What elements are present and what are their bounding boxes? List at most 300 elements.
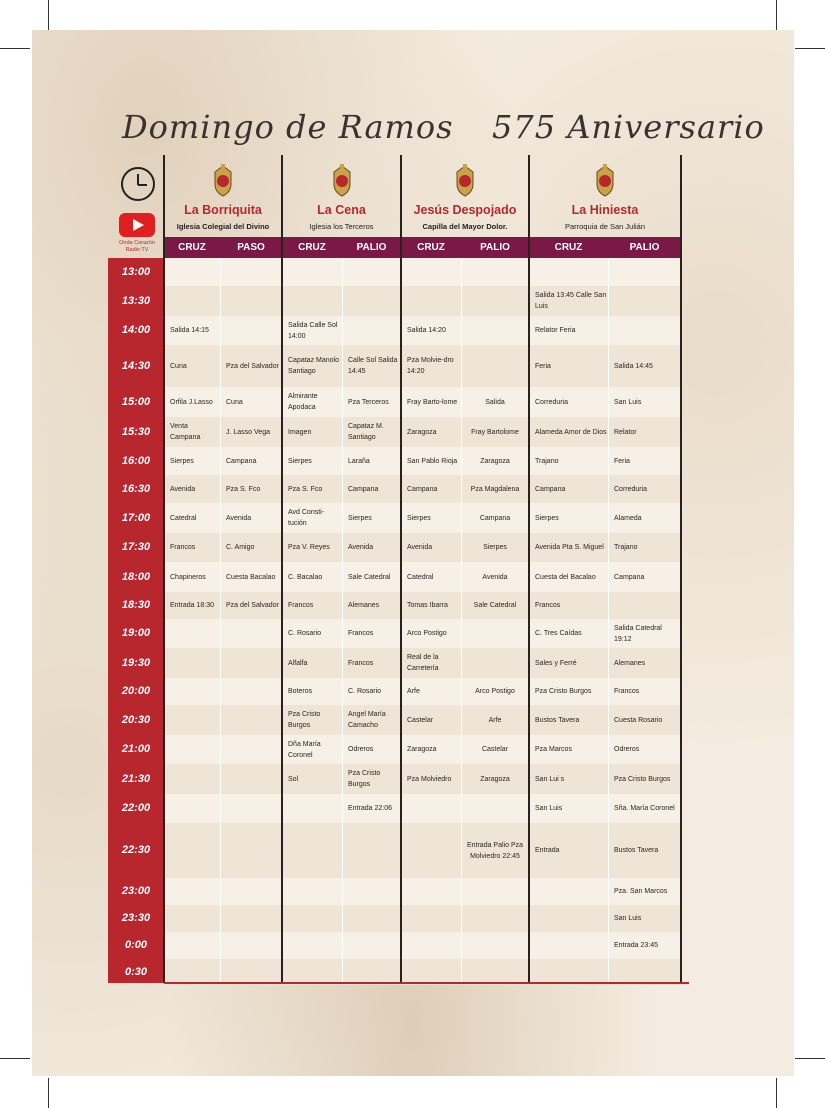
- schedule-cell: [401, 345, 461, 387]
- schedule-cell: [529, 447, 608, 475]
- schedule-cell: [164, 345, 220, 387]
- time-label: 15:00: [121, 396, 151, 408]
- cell-text: Alemanes: [348, 602, 380, 609]
- column-header: CRUZ: [554, 242, 583, 253]
- schedule-cell: [220, 905, 282, 932]
- cell-text: Entrada Palio Pza Molviedro 22:45: [466, 841, 524, 860]
- schedule-cell: [220, 447, 282, 475]
- schedule-cell: [608, 316, 681, 345]
- time-label: 16:30: [121, 483, 151, 495]
- cell-text: Correduria: [535, 398, 569, 406]
- cell-text: C. Rosario: [348, 688, 382, 695]
- cell-text: Capataz Manolo Santiago: [288, 357, 339, 375]
- cell-text: Salida 14:45: [614, 362, 653, 370]
- schedule-cell: [461, 592, 529, 619]
- cell-text: Venta Campana: [170, 423, 201, 441]
- cell-text: Sales y Ferré: [535, 659, 577, 667]
- cell-text: Sale Catedral: [348, 573, 391, 581]
- schedule-cell: [608, 345, 681, 387]
- cell-text: Campana: [614, 573, 645, 581]
- cell-text: Alfalfa: [288, 659, 308, 667]
- schedule-cell: [401, 475, 461, 503]
- schedule-cell: [529, 794, 608, 823]
- schedule-cell: [342, 387, 401, 417]
- schedule-cell: [220, 475, 282, 503]
- schedule-cell: [220, 764, 282, 794]
- time-label: 13:30: [121, 295, 151, 307]
- schedule-cell: [220, 678, 282, 705]
- schedule-cell: [401, 678, 461, 705]
- schedule-cell: [401, 316, 461, 345]
- cell-text: Trajano: [614, 544, 638, 551]
- cell-text: Francos: [348, 630, 374, 637]
- cell-text: Avenida: [226, 514, 252, 522]
- schedule-cell: [282, 735, 342, 764]
- crop-mark: [795, 1058, 825, 1059]
- schedule-cell: [529, 475, 608, 503]
- cell-text: Odreros: [348, 746, 374, 753]
- brotherhood-divider: [400, 155, 402, 983]
- brotherhood-emblem-icon: [591, 164, 619, 198]
- column-header: PASO: [237, 242, 265, 253]
- cell-text: C. Rosario: [288, 630, 322, 637]
- schedule-cell: [461, 475, 529, 503]
- schedule-cell: [164, 533, 220, 562]
- youtube-icon[interactable]: [119, 213, 155, 237]
- schedule-cell: [608, 648, 681, 678]
- brotherhood-divider: [680, 155, 682, 983]
- cell-text: Pza Terceros: [348, 398, 389, 406]
- anniversary-title: 575 Aniversario: [492, 108, 765, 146]
- schedule-cell: [461, 648, 529, 678]
- schedule-cell: [342, 794, 401, 823]
- schedule-cell: [342, 417, 401, 447]
- schedule-cell: [461, 735, 529, 764]
- column-separator: [608, 258, 609, 983]
- schedule-cell: [342, 562, 401, 592]
- brotherhood-emblem-icon: [451, 164, 479, 198]
- schedule-cell: [529, 387, 608, 417]
- cell-text: Calle Sol Salida 14:45: [348, 357, 398, 375]
- cell-text: Cuesta Bacalao: [226, 573, 276, 581]
- schedule-cell: [608, 533, 681, 562]
- schedule-cell: [529, 286, 608, 316]
- schedule-cell: [282, 387, 342, 417]
- crop-mark: [48, 1078, 49, 1108]
- cell-text: Orfila J.Lasso: [170, 398, 213, 406]
- time-label: 20:00: [121, 685, 151, 697]
- time-label: 21:30: [121, 773, 151, 785]
- schedule-cell: [608, 258, 681, 286]
- cell-text: San Luis: [614, 398, 642, 406]
- schedule-cell: [342, 503, 401, 533]
- cell-text: Catedral: [407, 573, 434, 581]
- crop-mark: [776, 1078, 777, 1108]
- schedule-cell: [220, 387, 282, 417]
- schedule-cell: [342, 316, 401, 345]
- cell-text: Tomas Ibarra: [407, 602, 448, 609]
- crop-mark: [0, 48, 30, 49]
- schedule-cell: [461, 286, 529, 316]
- schedule-cell: [282, 678, 342, 705]
- schedule-cell: [401, 705, 461, 735]
- column-header: PALIO: [629, 242, 660, 253]
- schedule-cell: [282, 316, 342, 345]
- schedule-cell: [282, 823, 342, 878]
- cell-text: Arfe: [488, 716, 502, 724]
- schedule-cell: [608, 764, 681, 794]
- cell-text: Fray Bartolome: [471, 428, 519, 436]
- schedule-cell: [342, 475, 401, 503]
- schedule-cell: [401, 592, 461, 619]
- cell-text: Castelar: [407, 716, 434, 724]
- schedule-cell: [282, 286, 342, 316]
- schedule-cell: [401, 905, 461, 932]
- cell-text: Sierpes: [288, 457, 312, 465]
- schedule-cell: [529, 316, 608, 345]
- schedule-cell: [164, 387, 220, 417]
- cell-text: Correduria: [614, 485, 648, 493]
- schedule-cell: [164, 417, 220, 447]
- cell-text: Relator Feria: [535, 327, 576, 334]
- time-label: 19:30: [121, 657, 151, 669]
- schedule-cell: [342, 286, 401, 316]
- schedule-cell: [164, 735, 220, 764]
- schedule-cell: [608, 735, 681, 764]
- schedule-cell: [529, 678, 608, 705]
- radio-label-line2: Radio TV: [125, 247, 149, 253]
- schedule-cell: [461, 562, 529, 592]
- schedule-cell: [461, 258, 529, 286]
- schedule-cell: [461, 387, 529, 417]
- cell-text: Arfe: [407, 688, 420, 695]
- cell-text: Avd Consti-tución: [288, 509, 325, 527]
- schedule-cell: [282, 878, 342, 905]
- schedule-cell: [342, 735, 401, 764]
- cell-text: Alameda: [614, 514, 642, 522]
- cell-text: Pza S. Fco: [226, 485, 261, 493]
- schedule-cell: [461, 678, 529, 705]
- schedule-cell: [529, 503, 608, 533]
- schedule-cell: [608, 592, 681, 619]
- cell-text: Zaragoza: [480, 457, 510, 465]
- schedule-cell: [401, 932, 461, 959]
- schedule-cell: [529, 345, 608, 387]
- cell-text: Odreros: [614, 746, 640, 753]
- schedule-cell: [461, 417, 529, 447]
- schedule-cell: [529, 592, 608, 619]
- cell-text: Alemanes: [614, 659, 646, 667]
- schedule-cell: [401, 562, 461, 592]
- schedule-cell: [164, 562, 220, 592]
- schedule-cell: [401, 503, 461, 533]
- schedule-cell: [529, 258, 608, 286]
- schedule-cell: [608, 705, 681, 735]
- schedule-cell: [342, 705, 401, 735]
- cell-text: Campana: [535, 485, 566, 493]
- schedule-cell: [342, 878, 401, 905]
- schedule-cell: [401, 447, 461, 475]
- cell-text: Feria: [535, 362, 551, 370]
- cell-text: Entrada 23:45: [614, 942, 658, 949]
- cell-text: Avenida: [348, 544, 374, 551]
- schedule-cell: [220, 258, 282, 286]
- cell-text: Entrada 22:06: [348, 805, 392, 812]
- radio-label: [112, 240, 162, 254]
- schedule-cell: [529, 705, 608, 735]
- time-label: 20:30: [121, 714, 151, 726]
- cell-text: Dña María Coronel: [288, 740, 321, 759]
- cell-text: Salida: [485, 398, 505, 406]
- cell-text: Sol: [288, 775, 299, 783]
- schedule-cell: [608, 878, 681, 905]
- cell-text: Pza Cristo Burgos: [614, 775, 671, 783]
- time-label: 14:30: [121, 360, 151, 372]
- cell-text: Catedral: [170, 514, 197, 522]
- time-label: 0:30: [124, 966, 148, 978]
- cell-text: Sierpes: [170, 457, 194, 465]
- cell-text: Francos: [170, 544, 196, 551]
- cell-text: Relator: [614, 428, 637, 436]
- schedule-cell: [401, 878, 461, 905]
- schedule-cell: [608, 562, 681, 592]
- cell-text: Sierpes: [407, 514, 431, 522]
- schedule-cell: [608, 447, 681, 475]
- column-header: CRUZ: [178, 242, 206, 253]
- schedule-cell: [282, 705, 342, 735]
- schedule-cell: [164, 316, 220, 345]
- cell-text: Avenida: [407, 544, 433, 551]
- time-label: 19:00: [121, 627, 151, 639]
- column-separator: [220, 258, 221, 983]
- cell-text: Imagen: [288, 428, 312, 436]
- schedule-cell: [461, 316, 529, 345]
- schedule-cell: [282, 764, 342, 794]
- schedule-cell: [608, 905, 681, 932]
- time-label: 17:00: [121, 512, 151, 524]
- cell-text: San Luis: [614, 915, 642, 922]
- cell-text: Laraña: [348, 457, 370, 465]
- cell-text: Boteros: [288, 688, 313, 695]
- cell-text: Zaragoza: [480, 775, 510, 783]
- cell-text: Francos: [614, 688, 640, 695]
- cell-text: Bustos Tavera: [535, 716, 580, 724]
- brotherhood-emblem-icon: [328, 164, 356, 198]
- cell-text: C. Amigo: [226, 544, 255, 551]
- cell-text: Pza. San Marcos: [614, 888, 668, 895]
- schedule-cell: [608, 932, 681, 959]
- schedule-cell: [608, 794, 681, 823]
- schedule-cell: [282, 648, 342, 678]
- cell-text: Cuna: [170, 362, 187, 370]
- schedule-cell: [220, 316, 282, 345]
- cell-text: C. Tres Caídas: [535, 630, 582, 637]
- cell-text: Francos: [535, 602, 561, 609]
- schedule-cell: [164, 286, 220, 316]
- page-title: Domingo de Ramos: [122, 108, 454, 146]
- brotherhood-divider: [281, 155, 283, 983]
- time-label: 23:00: [121, 885, 151, 897]
- cell-text: Campana: [348, 485, 379, 493]
- column-header: CRUZ: [417, 242, 445, 253]
- brotherhood-church: Iglesia los Terceros: [309, 222, 374, 231]
- cell-text: Sierpes: [483, 544, 507, 551]
- schedule-cell: [529, 619, 608, 648]
- brotherhood-divider: [528, 155, 530, 983]
- schedule-cell: [342, 678, 401, 705]
- column-header: PALIO: [480, 242, 510, 253]
- time-label: 17:30: [121, 541, 151, 553]
- cell-text: Pza Magdalena: [470, 485, 520, 493]
- column-header: PALIO: [356, 242, 387, 253]
- schedule-cell: [529, 764, 608, 794]
- schedule-cell: [608, 619, 681, 648]
- brotherhood-name: Jesús Despojado: [413, 203, 517, 217]
- schedule-cell: [608, 387, 681, 417]
- column-separator: [342, 258, 343, 983]
- schedule-cell: [164, 447, 220, 475]
- cell-text: Real de la Carretería: [407, 654, 439, 672]
- schedule-cell: [608, 286, 681, 316]
- schedule-cell: [342, 932, 401, 959]
- schedule-cell: [342, 447, 401, 475]
- schedule-cell: [220, 932, 282, 959]
- cell-text: Pza Marcos: [535, 746, 572, 753]
- cell-text: Pza Molvie-dro 14:20: [407, 357, 454, 375]
- cell-text: Sierpes: [535, 514, 559, 522]
- cell-text: Avenida: [170, 485, 196, 493]
- brotherhood-name: La Hiniesta: [571, 203, 639, 217]
- schedule-cell: [608, 417, 681, 447]
- cell-text: Castelar: [481, 746, 509, 753]
- cell-text: Salida 14:20: [407, 327, 446, 334]
- time-label: 22:30: [121, 844, 151, 856]
- time-label: 23:30: [121, 912, 151, 924]
- schedule-cell: [342, 258, 401, 286]
- schedule-cell: [164, 648, 220, 678]
- schedule-cell: [401, 764, 461, 794]
- cell-text: Sierpes: [348, 514, 372, 522]
- schedule-cell: [342, 533, 401, 562]
- time-label: 22:00: [121, 802, 151, 814]
- schedule-cell: [401, 417, 461, 447]
- cell-text: Almirante Apodaca: [288, 393, 318, 411]
- cell-text: Bustos Tavera: [614, 847, 659, 854]
- schedule-cell: [282, 447, 342, 475]
- cell-text: Cuesta del Bacalao: [535, 573, 596, 581]
- cell-text: Sale Catedral: [473, 602, 517, 609]
- schedule-cell: [342, 648, 401, 678]
- time-label: 14:00: [121, 324, 151, 336]
- cell-text: Pza Cristo Burgos: [535, 688, 592, 695]
- schedule-cell: [220, 823, 282, 878]
- column-separator: [461, 258, 462, 983]
- schedule-cell: [220, 735, 282, 764]
- schedule-cell: [164, 823, 220, 878]
- cell-text: Francos: [348, 659, 374, 667]
- schedule-cell: [220, 345, 282, 387]
- cell-text: Pza S. Fco: [288, 485, 323, 493]
- schedule-cell: [220, 619, 282, 648]
- schedule-cell: [461, 619, 529, 648]
- schedule-cell: [164, 619, 220, 648]
- brotherhood-name: La Borriquita: [184, 203, 262, 217]
- cell-text: Pza Molviedro: [407, 775, 452, 783]
- bottom-rule: [164, 982, 689, 984]
- schedule-cell: [220, 533, 282, 562]
- brotherhood-church: Parroquia de San Julián: [564, 222, 646, 231]
- schedule-cell: [220, 648, 282, 678]
- schedule-cell: [220, 286, 282, 316]
- schedule-cell: [164, 878, 220, 905]
- schedule-cell: [461, 345, 529, 387]
- cell-text: Cuesta Rosario: [614, 716, 663, 724]
- cell-text: Angel María Camacho: [348, 711, 386, 729]
- cell-text: Salida Catedral 19:12: [614, 624, 662, 643]
- cell-text: Campana: [407, 485, 438, 493]
- schedule-cell: [282, 533, 342, 562]
- schedule-cell: [164, 258, 220, 286]
- schedule-cell: [282, 345, 342, 387]
- schedule-cell: [401, 286, 461, 316]
- cell-text: Arco Postigo: [407, 630, 447, 637]
- schedule-cell: [342, 764, 401, 794]
- time-label: 0:00: [124, 939, 148, 951]
- schedule-cell: [164, 932, 220, 959]
- cell-text: Entrada: [535, 847, 560, 854]
- cell-text: Feria: [614, 457, 630, 465]
- schedule-cell: [529, 878, 608, 905]
- schedule-cell: [608, 475, 681, 503]
- schedule-cell: [164, 592, 220, 619]
- schedule-cell: [401, 648, 461, 678]
- schedule-cell: [461, 705, 529, 735]
- schedule-cell: [282, 475, 342, 503]
- schedule-cell: [401, 794, 461, 823]
- cell-text: C. Bacalao: [288, 573, 323, 581]
- brotherhood-church: Capilla del Mayor Dolor.: [422, 222, 508, 231]
- schedule-cell: [164, 764, 220, 794]
- brotherhood-name: La Cena: [317, 203, 366, 217]
- schedule-cell: [342, 345, 401, 387]
- cell-text: Avenida: [482, 573, 508, 581]
- schedule-cell: [461, 503, 529, 533]
- schedule-cell: [342, 619, 401, 648]
- cell-text: Sña. María Coronel: [614, 805, 675, 812]
- schedule-cell: [342, 823, 401, 878]
- time-label: 15:30: [121, 426, 151, 438]
- schedule-cell: [220, 794, 282, 823]
- cell-text: San Luis: [535, 805, 563, 812]
- schedule-cell: [164, 905, 220, 932]
- schedule-cell: [529, 648, 608, 678]
- schedule-cell: [401, 533, 461, 562]
- cell-text: San Pablo Rioja: [407, 457, 458, 465]
- crop-mark: [0, 1058, 30, 1059]
- cell-text: Entrada 18:30: [170, 602, 214, 609]
- schedule-cell: [220, 562, 282, 592]
- radio-label-line1: Onda Corazón: [119, 240, 155, 246]
- schedule-cell: [401, 387, 461, 417]
- schedule-cell: [608, 678, 681, 705]
- cell-text: Fray Barto-lome: [407, 398, 458, 406]
- cell-text: Avenida Pta S. Miguel: [535, 544, 604, 551]
- schedule-cell: [461, 823, 529, 878]
- schedule-cell: [401, 823, 461, 878]
- cell-text: Salida 14:15: [170, 327, 209, 334]
- clock-icon: [121, 167, 155, 201]
- schedule-cell: [529, 823, 608, 878]
